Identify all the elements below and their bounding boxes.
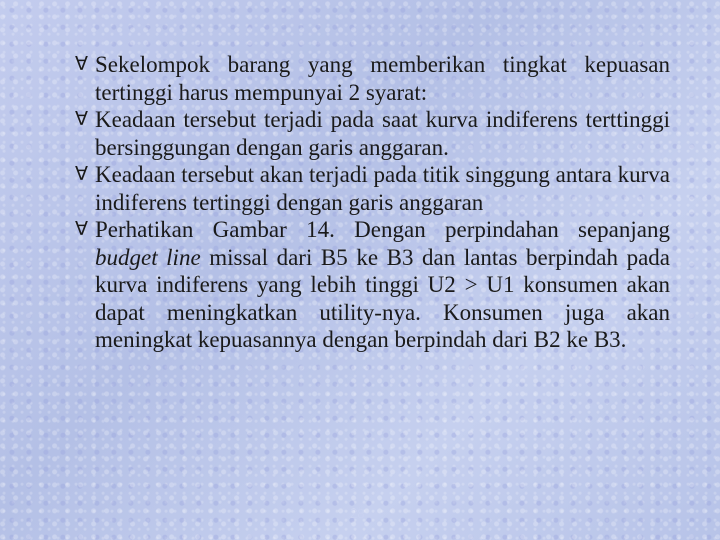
bullet-text-italic: budget line [95,244,201,270]
bullet-marker-icon: ∀ [75,163,88,185]
bullet-list [75,51,670,354]
bullet-text [95,217,670,352]
bullet-text-part: Perhatikan Gambar 14. Dengan perpindahan sepanjang [95,217,670,242]
bullet-item-1 [75,51,670,106]
bullet-marker-icon: ∀ [75,53,88,75]
bullet-marker-icon: ∀ [75,108,88,130]
page-number: 28 [350,506,365,521]
bullet-marker-icon: ∀ [75,218,88,240]
bullet-item-4 [75,216,670,354]
bullet-text: Sekelompok barang yang memberikan tingkat kepuasan tertinggi harus mempunyai 2 syarat: [95,52,670,105]
bullet-text: Keadaan tersebut terjadi pada saat kurva indiferens terttinggi bersinggungan dengan garis anggaran. [95,107,670,160]
bullet-text-part: missal dari B5 ke B3 dan lantas berpindah pada kurva indiferens yang lebih tinggi U2 > U1 konsumen akan dapat meningkatkan utility-nya. Konsumen juga akan meningkat kepuasannya dengan berpindah dari B2 ke B3. [95,244,671,352]
bullet-item-3 [75,161,670,216]
bullet-item-2 [75,106,670,161]
bullet-text: Keadaan tersebut akan terjadi pada titik singgung antara kurva indiferens tertinggi dengan garis anggaran [95,162,670,215]
